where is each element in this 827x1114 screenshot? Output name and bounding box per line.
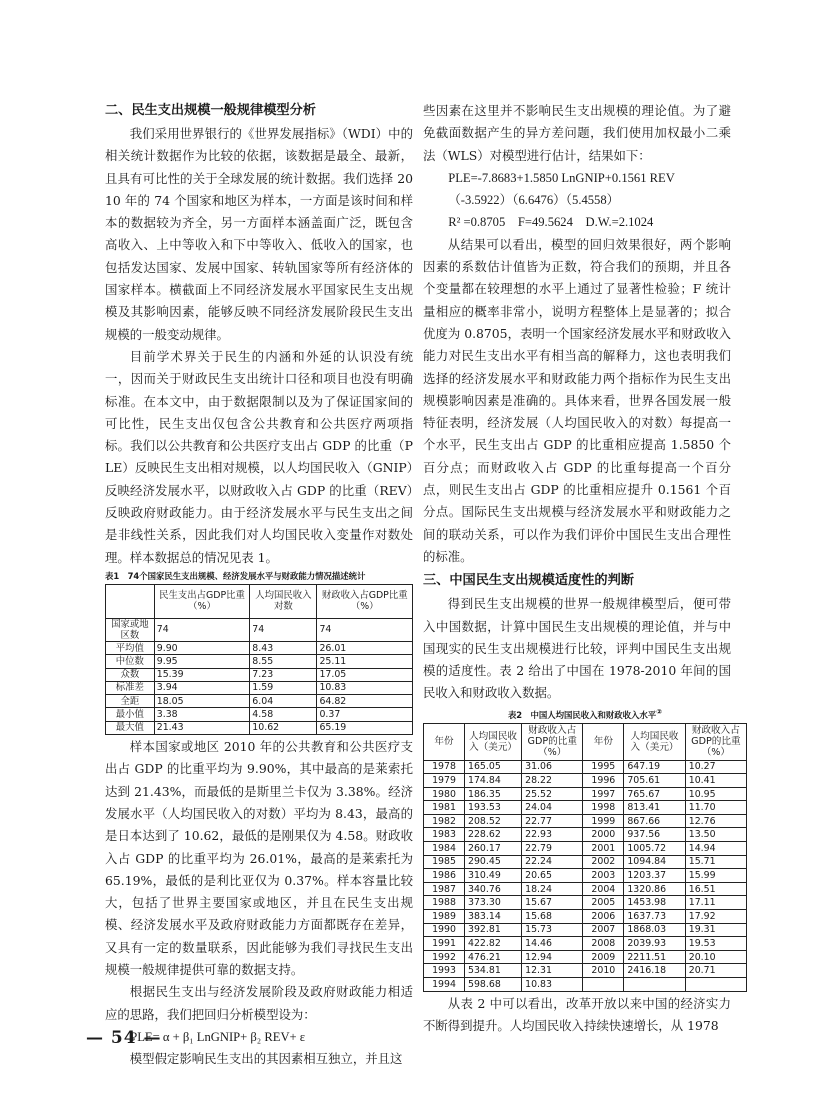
table2-body [424,760,747,991]
table-cell: 1979 [424,774,465,788]
table-cell: 2003 [583,869,624,883]
table-cell: 310.49 [465,869,522,883]
table-cell: 标准差 [106,681,155,694]
table2-caption-text: 表2 中国人均国民收入和财政收入水平 [507,709,657,720]
table-cell: 2001 [583,842,624,856]
table-cell: 12.94 [522,950,583,964]
table-header-cell: 财政收入占GDP比重（%） [317,584,413,618]
table-cell: 8.55 [250,655,317,668]
table-cell: 1985 [424,855,465,869]
table-cell: 1992 [424,950,465,964]
table-cell: 1991 [424,937,465,951]
table-cell: 647.19 [624,760,685,774]
table-cell: 25.52 [522,787,583,801]
table-cell: 28.22 [522,774,583,788]
table-cell: 19.53 [685,937,746,951]
table-cell: 3.38 [154,708,250,721]
table-cell: 2211.51 [624,950,685,964]
table-cell [583,978,624,992]
table-row [424,978,747,992]
table-cell: 中位数 [106,655,155,668]
table-header-cell: 年份 [424,723,465,760]
table-cell: 392.81 [465,923,522,937]
table-cell: 8.43 [250,641,317,654]
table-cell: 22.79 [522,842,583,856]
table-cell: 16.51 [685,882,746,896]
table-cell: 867.66 [624,814,685,828]
table-cell: 众数 [106,668,155,681]
table-row [106,641,413,654]
table-cell: 186.35 [465,787,522,801]
table-cell: 1978 [424,760,465,774]
table-row [106,681,413,694]
table-cell: 10.83 [522,978,583,992]
table-cell: 11.70 [685,801,746,815]
table-cell: 1995 [583,760,624,774]
table-cell: 12.76 [685,814,746,828]
table-cell [685,978,746,992]
table-cell: 2416.18 [624,964,685,978]
table-row [424,869,747,883]
table-cell: 74 [250,618,317,641]
table-cell: 1005.72 [624,842,685,856]
table-header-row [424,723,747,760]
table-cell: 最大值 [106,721,155,734]
table-header-cell: 财政收入占GDP的比重（%） [522,723,583,760]
table2 [423,723,747,992]
table-row [424,801,747,815]
regression-result: PLE=-7.8683+1.5850 LnGNIP+0.1561 REV [448,170,675,185]
table-cell: 598.68 [465,978,522,992]
table-cell: 20.71 [685,964,746,978]
table-row [424,910,747,924]
fit-statistics: R² =0.8705 F=49.5624 D.W.=2.1024 [448,215,654,230]
body-paragraph: 得到民生支出规模的世界一般规律模型后，便可带入中国数据，计算中国民生支出规模的理论值，并与中国现实的民生支出规模进行比较，评判中国民生支出规模的适度性。表 2 给出了中国在 1978-2010 年间的国民收入和财政收入数据。 [423,596,731,701]
table-cell: 10.83 [317,681,413,694]
table-cell: 7.23 [250,668,317,681]
table-cell: 国家或地区数 [106,618,155,641]
table-cell: 10.41 [685,774,746,788]
table-row [106,721,413,734]
table-cell: 534.81 [465,964,522,978]
table-cell: 15.67 [522,896,583,910]
table-cell: 2008 [583,937,624,951]
table-row [424,923,747,937]
table-cell: 1986 [424,869,465,883]
table-cell: 10.95 [685,787,746,801]
table-cell: 全距 [106,695,155,708]
table-cell: 13.50 [685,828,746,842]
table-cell: 22.24 [522,855,583,869]
table-row [106,655,413,668]
page-number: — 54 — [86,1028,162,1048]
table-header-cell: 民生支出占GDP比重（%） [154,584,250,618]
table-cell: 15.68 [522,910,583,924]
table-cell: 10.27 [685,760,746,774]
table-cell: 2009 [583,950,624,964]
table-row [424,855,747,869]
table-cell: 165.05 [465,760,522,774]
table-row [424,937,747,951]
table-cell: 64.82 [317,695,413,708]
table-cell: 813.41 [624,801,685,815]
table-cell: 18.24 [522,882,583,896]
table-cell: 1453.98 [624,896,685,910]
table-cell: 6.04 [250,695,317,708]
footnote-mark: ② [656,707,663,716]
table-cell: 1984 [424,842,465,856]
table-header-cell: 财政收入占GDP的比重（%） [685,723,746,760]
table-header-cell: 人均国民收入（美元） [465,723,522,760]
table-cell: 9.90 [154,641,250,654]
table-cell: 1983 [424,828,465,842]
table-cell: 1868.03 [624,923,685,937]
body-paragraph: 样本国家或地区 2010 年的公共教育和公共医疗支出占 GDP 的比重平均为 9.90%，其中最高的是莱索托达到 21.43%，而最低的是斯里兰卡仅为 3.38%。经济发展水平（人均国民收入的对数）平均为 8.43，最高的是日本达到了 10.62，最低的是刚果仅为 4.58。财政收入占 GDP 的比重平均为 26.01%，最高的是莱索托为 65.19%，最低的是利比亚仅为 0.37%。样本容量比较大，包括了世界主要国家或地区，并且在民生支出规模、经济发展水平及政府财政能力方面都既存在差异，又具有一定的数量联系，因此能够为我们寻找民生支出规模一般规律提供可靠的数据支持。 [105,739,413,977]
table-cell: 12.31 [522,964,583,978]
table1-caption: 表1 74个国家民生支出规模、经济发展水平与财政能力情况描述统计 [105,570,366,581]
table-cell: 1989 [424,910,465,924]
table-row [424,842,747,856]
table-cell: 1980 [424,787,465,801]
table-header-cell: 年份 [583,723,624,760]
table-cell: 476.21 [465,950,522,964]
table-cell: 14.46 [522,937,583,951]
table-cell: 22.77 [522,814,583,828]
table-cell: 1987 [424,882,465,896]
table-header-cell: 人均国民收入对数 [250,584,317,618]
table-cell: 20.65 [522,869,583,883]
body-paragraph: 从表 2 中可以看出，改革开放以来中国的经济实力不断得到提升。人均国民收入持续快速增长，从 1978 [423,995,731,1033]
table-row [424,828,747,842]
table-cell: 9.95 [154,655,250,668]
table1 [105,584,413,735]
left-column [105,100,413,1070]
table-cell: 340.76 [465,882,522,896]
model-formula: PLE= α + β₁ LnGNIP+ β₂ REV+ ε [130,1029,306,1044]
table-cell: 1994 [424,978,465,992]
table-cell: 14.94 [685,842,746,856]
table-cell: 18.05 [154,695,250,708]
table-cell: 1996 [583,774,624,788]
table-row [106,708,413,721]
table-row [424,787,747,801]
table-header-row [106,584,413,618]
table-cell: 15.99 [685,869,746,883]
table-cell: 22.93 [522,828,583,842]
section-heading-2: 二、民生支出规模一般规律模型分析 [105,103,316,118]
table-cell: 1.59 [250,681,317,694]
table-cell: 290.45 [465,855,522,869]
table-cell: 17.05 [317,668,413,681]
table-row [424,964,747,978]
table-cell: 373.30 [465,896,522,910]
table2-caption [423,706,747,722]
table-cell: 1993 [424,964,465,978]
table-cell: 2002 [583,855,624,869]
table-row [424,896,747,910]
body-paragraph: 根据民生支出与经济发展阶段及政府财政能力相适应的思路，我们把回归分析模型设为： [105,984,413,1022]
table-cell: 17.92 [685,910,746,924]
table-cell: 74 [317,618,413,641]
table-cell: 15.71 [685,855,746,869]
table-cell: 705.61 [624,774,685,788]
table-cell: 1997 [583,787,624,801]
table-cell: 19.31 [685,923,746,937]
table-cell: 65.19 [317,721,413,734]
table-cell: 15.73 [522,923,583,937]
table-cell: 1320.86 [624,882,685,896]
section-heading-3: 三、中国民生支出规模适度性的判断 [423,573,634,589]
table-cell: 1988 [424,896,465,910]
table-cell: 31.06 [522,760,583,774]
table-header-cell: 人均国民收入（美元） [624,723,685,760]
table-cell: 1637.73 [624,910,685,924]
t-statistics: （-3.5922）（6.6476）（5.4558） [448,193,620,208]
table-cell: 2005 [583,896,624,910]
table-row [424,774,747,788]
table-cell: 2006 [583,910,624,924]
table-cell: 2039.93 [624,937,685,951]
table-cell: 74 [154,618,250,641]
table-cell: 2000 [583,828,624,842]
table-cell: 17.11 [685,896,746,910]
body-paragraph: 些因素在这里并不影响民生支出规模的理论值。为了避免截面数据产生的异方差问题，我们使用加权最小二乘法（WLS）对模型进行估计，结果如下： [423,103,731,163]
table-cell: 20.10 [685,950,746,964]
table-cell: 1998 [583,801,624,815]
table-cell [624,978,685,992]
table-cell: 26.01 [317,641,413,654]
table-cell: 174.84 [465,774,522,788]
table-row [424,814,747,828]
table-cell: 1203.37 [624,869,685,883]
table-header-cell [106,584,155,618]
body-paragraph: 模型假定影响民生支出的其因素相互独立，并且这 [129,1051,403,1067]
table-cell: 193.53 [465,801,522,815]
table-cell: 15.39 [154,668,250,681]
table-cell: 937.56 [624,828,685,842]
table-cell: 228.62 [465,828,522,842]
table-cell: 1982 [424,814,465,828]
table-cell: 21.43 [154,721,250,734]
table-cell: 383.14 [465,910,522,924]
table-row [106,668,413,681]
table-row [424,882,747,896]
table-cell: 208.52 [465,814,522,828]
table-cell: 2004 [583,882,624,896]
table-row [424,760,747,774]
body-paragraph: 目前学术界关于民生的内涵和外延的认识没有统一，因而关于财政民生支出统计口径和项目也没有明确标准。在本文中，由于数据限制以及为了保证国家间的可比性，民生支出仅包含公共教育和公共医疗两项指标。我们以公共教育和公共医疗支出占 GDP 的比重（PLE）反映民生支出相对规模，以人均国民收入（GNIP）反映经济发展水平，以财政收入占 GDP 的比重（REV）反映政府财政能力。由于经济发展水平与民生支出之间是非线性关系，因此我们对人均国民收入变量作对数处理。样本数据总的情况见表 1。 [105,348,413,565]
table-cell: 4.58 [250,708,317,721]
table-cell: 最小值 [106,708,155,721]
body-paragraph: 从结果可以看出，模型的回归效果很好，两个影响因素的系数估计值皆为正数，符合我们的预期，并且各个变量都在较理想的水平上通过了显著性检验；F 统计量相应的概率非常小，说明方程整体上是显著的；拟合优度为 0.8705，表明一个国家经济发展水平和财政收入能力对民生支出水平有相当高的解释力，这也表明我们选择的经济发展水平和财政能力两个指标作为民生支出规模影响因素是准确的。具体来看，世界各国发展一般特征表明，经济发展（人均国民收入的对数）每提高一个水平，民生支出占 GDP 的比重相应提高 1.5850 个百分点；而财政收入占 GDP 的比重每提高一个百分点，则民生支出占 GDP 的比重相应提升 0.1561 个百分点。国际民生支出规模与经济发展水平和财政能力之间的联动关系，可以作为我们评价中国民生支出合理性的标准。 [423,236,731,564]
table-cell: 765.67 [624,787,685,801]
table-cell: 0.37 [317,708,413,721]
body-paragraph: 我们采用世界银行的《世界发展指标》（WDI）中的相关统计数据作为比较的依据，该数据是最全、最新，且具有可比性的关于全球发展的统计数据。我们选择 2010 年的 74 个国家和地区为样本，一方面是该时间和样本的数据较为齐全，另一方面样本涵盖面广泛，既包含高收入、上中等收入和下中等收入、低收入的国家，也包括发达国家、发展中国家、转轨国家等所有经济体的国家样本。横截面上不同经济发展水平国家民生支出规模及其影响因素，能够反映不同经济发展阶段民生支出规模的一般变动规律。 [105,126,413,342]
table-row [106,695,413,708]
table-cell: 2007 [583,923,624,937]
table-cell: 422.82 [465,937,522,951]
table-cell: 25.11 [317,655,413,668]
table-cell: 3.94 [154,681,250,694]
table-cell: 10.62 [250,721,317,734]
right-column [423,100,741,1037]
table-row [106,618,413,641]
table-cell: 260.17 [465,842,522,856]
table-cell: 1981 [424,801,465,815]
table-cell: 24.04 [522,801,583,815]
table-cell: 1999 [583,814,624,828]
table-cell: 平均值 [106,641,155,654]
table-row [424,950,747,964]
table1-body [106,618,413,734]
table-cell: 1990 [424,923,465,937]
table-cell: 2010 [583,964,624,978]
table-cell: 1094.84 [624,855,685,869]
